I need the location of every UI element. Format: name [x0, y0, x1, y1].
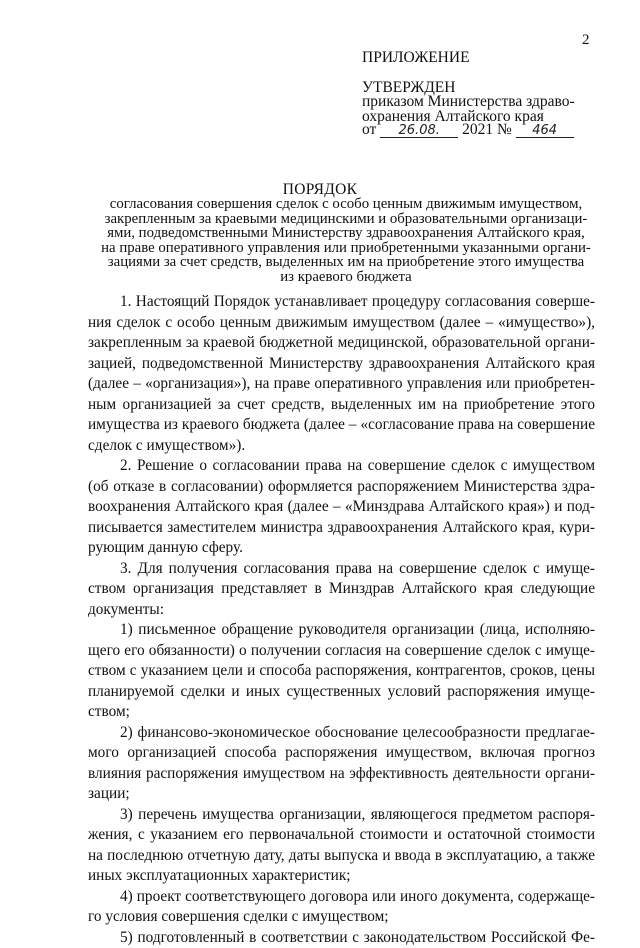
body-line: рующим данную сферу. [88, 538, 595, 559]
body-line: зации; [88, 784, 595, 805]
body-line: щего его обязанности) о получении согласия на совершение сделок с имуще- [88, 641, 595, 662]
body-line: планируемой сделки и иных существенных условий распоряжения имуще- [88, 682, 595, 703]
body-line: 3. Для получения согласования права на совершение сделок с имуще- [88, 559, 595, 580]
body-line: влияния распоряжения имуществом на эффективность деятельности органи- [88, 764, 595, 785]
date-year: 2021 № [462, 121, 512, 138]
body-line: 2) финансово-экономическое обоснование целесообразности предлагае- [88, 723, 595, 744]
body-line: ным организацией за счет средств, выделенных им на приобретение этого [88, 395, 595, 416]
body-line: писывается заместителем министра здравоохранения Алтайского края, кури- [88, 518, 595, 539]
subtitle-line: на праве оперативного управления или приобретенными указанными органи- [90, 241, 602, 256]
body-line: ством с указанием цели и способа распоряжения, контрагентов, сроков, цены [88, 661, 595, 682]
body-line: 4) проект соответствующего договора или иного документа, содержаще- [88, 887, 595, 908]
subtitle-line: зациями за счет средств, выделенных им на приобретение этого имущества [90, 255, 602, 270]
body-line: ния сделок с особо ценным движимым имуществом (далее – «имущество»), [88, 313, 595, 334]
subtitle-line: из краевого бюджета [90, 270, 602, 285]
body-line: имущества из краевого бюджета (далее – «согласование права на совершение [88, 415, 595, 436]
date-prefix: от [362, 121, 376, 138]
subtitle-line: согласования совершения сделок с особо ценным движимым имуществом, [90, 197, 602, 212]
appendix-heading: ПРИЛОЖЕНИЕ [362, 50, 470, 66]
body-line: документы: [88, 600, 595, 621]
body-line: 5) подготовленный в соответствии с законодательством Российской Фе- [88, 928, 595, 948]
body-line: 1. Настоящий Порядок устанавливает процедуру согласования соверше- [88, 292, 595, 313]
body-line: 3) перечень имущества организации, являющегося предметом распоря- [88, 805, 595, 826]
body-line: ством; [88, 702, 595, 723]
body-line: иных эксплуатационных характеристик; [88, 866, 595, 887]
body-line: (об отказе в согласовании) оформляется распоряжением Министерства здра- [88, 477, 595, 498]
order-line-1: приказом Министерства здраво- [362, 94, 575, 110]
body-line: (далее – «организация»), на праве оперативного управления или приобретен- [88, 374, 595, 395]
subtitle-line: ями, подведомственными Министерству здравоохранения Алтайского края, [90, 226, 602, 241]
body-line: го условия совершения сделки с имуществом; [88, 907, 595, 928]
order-date-line [362, 122, 574, 138]
subtitle-line: закрепленным за краевыми медицинскими и образовательными организаци- [90, 212, 602, 227]
body-line: жения, с указанием его первоначальной стоимости и остаточной стоимости [88, 825, 595, 846]
approved-heading: УТВЕРЖДЕН [362, 80, 455, 96]
handwritten-number: 464 [516, 124, 574, 138]
body-line: сделок с имуществом»). [88, 436, 595, 457]
body-line: воохранения Алтайского края (далее – «Минздрава Алтайского края») и под- [88, 497, 595, 518]
body-line: 1) письменное обращение руководителя организации (лица, исполняю- [88, 620, 595, 641]
document-body [88, 292, 595, 948]
document-title: ПОРЯДОК [0, 181, 640, 199]
document-subtitle [90, 197, 602, 284]
handwritten-date: 26.08. [380, 124, 458, 138]
body-line: на последнюю отчетную дату, даты выпуска и ввода в эксплуатацию, а также [88, 846, 595, 867]
body-line: зацией, подведомственной Министерству здравоохранения Алтайского края [88, 354, 595, 375]
order-line-2: охранения Алтайского края [362, 109, 544, 125]
body-line: 2. Решение о согласовании права на совершение сделок с имуществом [88, 456, 595, 477]
body-line: ством организация представляет в Минздрав Алтайского края следующие [88, 579, 595, 600]
body-line: мого организацией способа распоряжения имуществом, включая прогноз [88, 743, 595, 764]
body-line: закрепленным за краевой бюджетной медицинской, образовательной органи- [88, 333, 595, 354]
page-number: 2 [582, 32, 590, 49]
